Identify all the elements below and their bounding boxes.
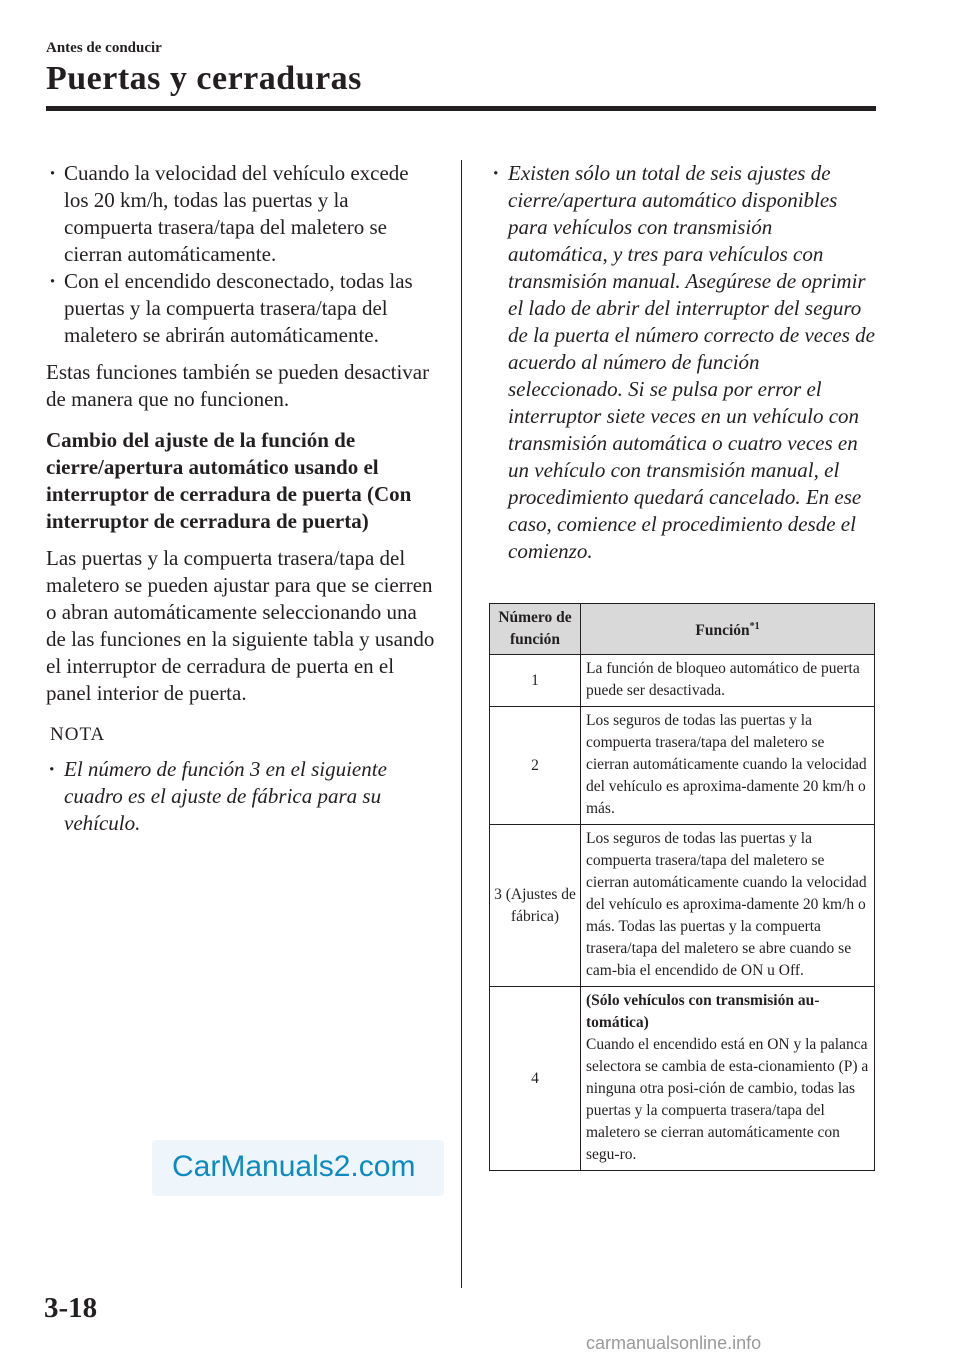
function-number: 2 xyxy=(490,707,581,825)
header-function: Función$^{*1}$ xyxy=(581,604,875,655)
footer-watermark: carmanualsonline.info xyxy=(586,1333,762,1353)
page-number: 3-18 xyxy=(44,1292,98,1324)
note-bullet: · El número de función 3 en el siguiente cuadro es el ajuste de fábrica para su vehículo. xyxy=(46,756,438,837)
function-description-text: Cuando el encendido está en ON y la palanca selectora se cambia de esta-cionamiento (P) a ninguna otra posi-ción de cambio, todas las puertas y la compuerta trasera/tapa del maletero se cierran automáticamente con segu-ro. xyxy=(586,1036,869,1163)
note-label: NOTA xyxy=(50,724,106,745)
left-column xyxy=(46,160,438,837)
table-row xyxy=(490,987,875,1171)
bullet-item: · Cuando la velocidad del vehículo excede los 20 km/h, todas las puertas y la compuerta trasera/tapa del maletero se cierran automáticamente. xyxy=(46,160,438,268)
function-number: 4 xyxy=(490,987,581,1171)
right-column xyxy=(490,160,876,565)
function-condition: (Sólo vehículos con transmisión au-tomática) xyxy=(586,992,820,1031)
bullet-item: · Con el encendido desconectado, todas las puertas y la compuerta trasera/tapa del maletero se abrirán automáticamente. xyxy=(46,268,438,349)
table-row xyxy=(490,825,875,987)
function-table xyxy=(489,603,875,1171)
footnote-marker: *1 xyxy=(749,620,760,632)
note-bullet: · Existen sólo un total de seis ajustes de cierre/apertura automático disponibles para vehículos con transmisión automática, y tres para vehículos con transmisión manual. Asegúrese de oprimir el lado de abrir del interruptor del seguro de la puerta el número correcto de veces de acuerdo al número de función seleccionado. Si se pulsa por error el interruptor siete veces en un vehículo con transmisión automática o cuatro veces en un vehículo con transmisión manual, el procedimiento quedará cancelado. En ese caso, comience el procedimiento desde el comienzo. xyxy=(490,160,876,565)
function-description: La función de bloqueo automático de puerta puede ser desactivada. xyxy=(581,655,875,707)
column-divider xyxy=(461,160,462,1288)
table-header-row xyxy=(490,604,875,655)
section-label: Antes de conducir xyxy=(46,40,162,56)
paragraph: Las puertas y la compuerta trasera/tapa del maletero se pueden ajustar para que se cierren o abran automáticamente seleccionando una de las funciones en la siguiente tabla y usando el interruptor de cerradura de puerta en el panel interior de puerta. xyxy=(46,546,435,705)
function-number: 1 xyxy=(490,655,581,707)
header-rule xyxy=(46,106,876,111)
section-heading: Cambio del ajuste de la función de cierre/apertura automático usando el interruptor de cerradura de puerta (Con interruptor de cerradura de puerta) xyxy=(46,428,412,533)
watermark-logo: CarManuals2.com xyxy=(172,1150,416,1183)
function-description: Los seguros de todas las puertas y la compuerta trasera/tapa del maletero se cierran automáticamente cuando la velocidad del vehículo es aproxima-damente 20 km/h o más. Todas las puertas y la compuerta trasera/tapa del maletero se abre cuando se cam-bia el encendido de ON u Off. xyxy=(581,825,875,987)
table-row xyxy=(490,655,875,707)
header-function-number: Número de función xyxy=(490,604,581,655)
chapter-title: Puertas y cerraduras xyxy=(46,60,362,97)
function-description xyxy=(581,987,875,1171)
paragraph: Estas funciones también se pueden desactivar de manera que no funcionen. xyxy=(46,360,430,411)
table-row xyxy=(490,707,875,825)
function-description: Los seguros de todas las puertas y la compuerta trasera/tapa del maletero se cierran automáticamente cuando la velocidad del vehículo es aproxima-damente 20 km/h o más. xyxy=(581,707,875,825)
function-number: 3 (Ajustes de fábrica) xyxy=(490,825,581,987)
